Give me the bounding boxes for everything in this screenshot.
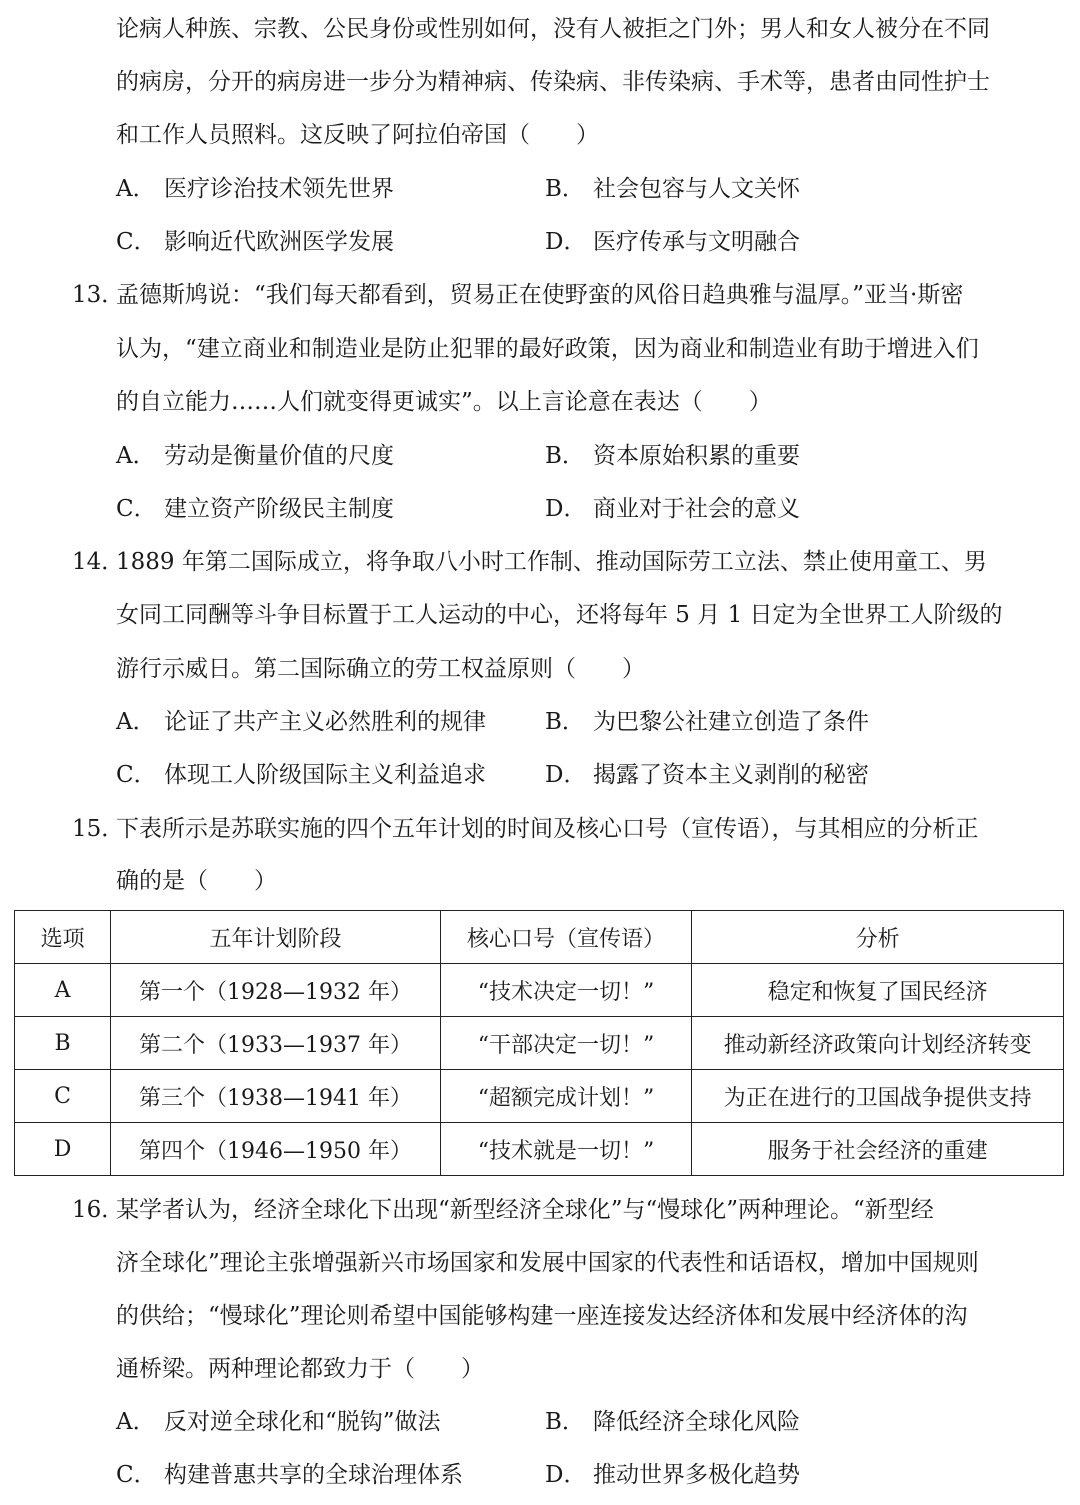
option-letter: A． [116,443,156,469]
table-cell: A [15,964,111,1017]
option-text: 体现工人阶级国际主义利益追求 [164,762,486,788]
option-letter: D． [545,762,587,788]
option-text: 医疗诊治技术领先世界 [164,176,394,202]
q13-stem-line-1 [72,280,963,310]
option-letter: A． [116,176,156,202]
q13-option-a[interactable] [116,441,394,471]
table-cell: “干部决定一切！” [440,1017,691,1070]
q13-option-b[interactable] [545,441,800,471]
table-row [15,1070,1064,1123]
q12-option-a[interactable] [116,174,394,204]
table-header-cell: 选项 [15,911,111,964]
option-letter: D． [545,229,587,255]
table-header-cell: 分析 [692,911,1064,964]
option-text: 构建普惠共享的全球治理体系 [164,1462,463,1488]
option-letter: B． [545,1409,585,1435]
option-letter: D． [545,496,587,522]
q13-text-line-3: 的自立能力……人们就变得更诚实”。以上言论意在表达（ ） [116,389,772,415]
q14-option-c[interactable] [116,760,486,790]
q12-option-d[interactable] [545,227,800,257]
table-cell: 第一个（1928—1932 年） [111,964,441,1017]
option-letter: C． [116,229,157,255]
question-number: 16． [72,1197,125,1223]
option-letter: C． [116,496,157,522]
q16-text: 某学者认为，经济全球化下出现“新型经济全球化”与“慢球化”两种理论。“新型经 [116,1197,934,1223]
option-text: 反对逆全球化和“脱钩”做法 [164,1409,441,1435]
q12-text-line-1: 论病人种族、宗教、公民身份或性别如何，没有人被拒之门外；男人和女人被分在不同 [116,16,990,42]
q13-text: 孟德斯鸠说：“我们每天都看到，贸易正在使野蛮的风俗日趋典雅与温厚。”亚当·斯密 [116,282,964,308]
option-letter: C． [116,1462,157,1488]
q13-option-d[interactable] [545,494,800,524]
option-text: 劳动是衡量价值的尺度 [164,443,394,469]
option-text: 建立资产阶级民主制度 [164,496,394,522]
q16-option-d[interactable] [545,1460,800,1490]
table-cell: 第三个（1938—1941 年） [111,1070,441,1123]
option-text: 资本原始积累的重要 [593,443,800,469]
table-header-cell: 五年计划阶段 [111,911,441,964]
option-text: 揭露了资本主义剥削的秘密 [593,762,869,788]
table-cell: “超额完成计划！” [440,1070,691,1123]
table-cell: 第四个（1946—1950 年） [111,1123,441,1176]
question-number: 15． [72,816,125,842]
question-number: 13． [72,282,125,308]
option-letter: A． [116,1409,156,1435]
table-cell: “技术就是一切！” [440,1123,691,1176]
q13-option-c[interactable] [116,494,394,524]
q15-text-line-2: 确的是（ ） [116,868,277,894]
table-cell: 稳定和恢复了国民经济 [692,964,1064,1017]
option-letter: B． [545,176,585,202]
option-text: 降低经济全球化风险 [593,1409,800,1435]
option-letter: B． [545,709,585,735]
table-cell: 服务于社会经济的重建 [692,1123,1064,1176]
five-year-plan-table [14,910,1064,1176]
q12-option-c[interactable] [116,227,394,257]
table-cell: “技术决定一切！” [440,964,691,1017]
q14-option-d[interactable] [545,760,869,790]
option-text: 社会包容与人文关怀 [593,176,800,202]
table-row [15,1123,1064,1176]
table-header-cell: 核心口号（宣传语） [440,911,691,964]
q15-text: 下表所示是苏联实施的四个五年计划的时间及核心口号（宣传语），与其相应的分析正 [116,816,979,842]
q13-text-line-2: 认为，“建立商业和制造业是防止犯罪的最好政策，因为商业和制造业有助于增进入们 [116,336,979,362]
option-text: 论证了共产主义必然胜利的规律 [164,709,486,735]
table-header-row [15,911,1064,964]
table-cell: 第二个（1933—1937 年） [111,1017,441,1070]
option-text: 医疗传承与文明融合 [593,229,800,255]
option-letter: C． [116,762,157,788]
q14-stem-line-1 [72,547,987,577]
table-cell: D [15,1123,111,1176]
q14-text-line-3: 游行示威日。第二国际确立的劳工权益原则（ ） [116,656,645,682]
option-letter: B． [545,443,585,469]
q14-text-line-2: 女同工同酬等斗争目标置于工人运动的中心，还将每年 5 月 1 日定为全世界工人阶级的 [116,602,1003,628]
option-text: 推动世界多极化趋势 [593,1462,800,1488]
table-cell: C [15,1070,111,1123]
option-text: 商业对于社会的意义 [593,496,800,522]
option-text: 影响近代欧洲医学发展 [164,229,394,255]
table-cell: 为正在进行的卫国战争提供支持 [692,1070,1064,1123]
option-letter: D． [545,1462,587,1488]
table-row [15,964,1064,1017]
question-number: 14． [72,549,125,575]
q12-option-b[interactable] [545,174,800,204]
q12-text-line-2: 的病房，分开的病房进一步分为精神病、传染病、非传染病、手术等，患者由同性护士 [116,69,990,95]
q15-stem-line-1 [72,814,979,844]
q14-option-a[interactable] [116,707,486,737]
q16-option-c[interactable] [116,1460,463,1490]
table-cell: B [15,1017,111,1070]
table-row [15,1017,1064,1070]
q16-text-line-4: 通桥梁。两种理论都致力于（ ） [116,1356,484,1382]
q16-text-line-3: 的供给；“慢球化”理论则希望中国能够构建一座连接发达经济体和发展中经济体的沟 [116,1303,968,1329]
q12-text-line-3: 和工作人员照料。这反映了阿拉伯帝国（ ） [116,122,599,148]
q14-text: 1889 年第二国际成立，将争取八小时工作制、推动国际劳工立法、禁止使用童工、男 [116,549,987,575]
q16-option-a[interactable] [116,1407,441,1437]
q16-option-b[interactable] [545,1407,800,1437]
q16-stem-line-1 [72,1195,934,1225]
table-cell: 推动新经济政策向计划经济转变 [692,1017,1064,1070]
option-letter: A． [116,709,156,735]
q14-option-b[interactable] [545,707,869,737]
q16-text-line-2: 济全球化”理论主张增强新兴市场国家和发展中国家的代表性和话语权，增加中国规则 [116,1250,979,1276]
option-text: 为巴黎公社建立创造了条件 [593,709,869,735]
